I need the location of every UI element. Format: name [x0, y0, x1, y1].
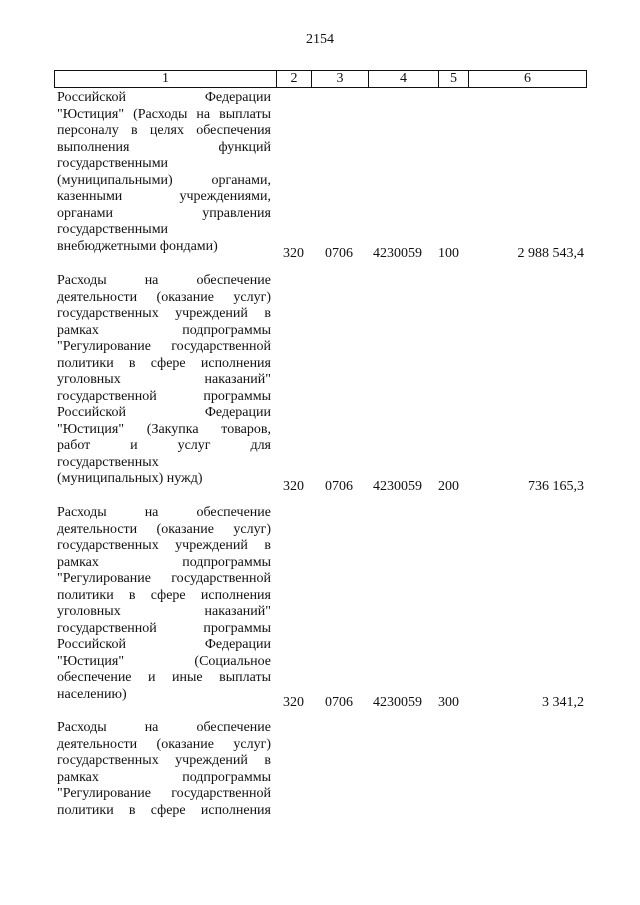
- target-article-code: 4230059: [373, 479, 422, 494]
- description-line: государственной программы: [57, 388, 271, 404]
- description-line: Расходы на обеспечение: [57, 273, 271, 288]
- amount: 736 165,3: [528, 479, 584, 494]
- description-line: Российской Федерации: [57, 405, 271, 420]
- header-col-4: 4: [369, 71, 439, 88]
- target-article-code: 4230059: [373, 695, 422, 710]
- table-row: [57, 505, 589, 710]
- table-row: [57, 273, 589, 495]
- chapter-code: 320: [283, 479, 304, 494]
- description-line: государственными: [57, 222, 169, 237]
- description-line: (муниципальными) органами,: [57, 172, 271, 188]
- header-col-2: 2: [277, 71, 312, 88]
- description-line: государственных учреждений в: [57, 538, 271, 553]
- description-line: "Регулирование государственной: [57, 339, 271, 354]
- expense-type-code: 200: [438, 479, 459, 494]
- row-description: [57, 720, 271, 819]
- description-line: уголовных наказаний": [57, 372, 271, 387]
- description-line: "Регулирование государственной: [57, 571, 271, 586]
- row-description: [57, 273, 271, 488]
- expense-type-code: 300: [438, 695, 459, 710]
- section-code: 0706: [325, 695, 353, 710]
- description-line: казенными учреждениями,: [57, 189, 271, 204]
- table-row: [57, 720, 589, 825]
- header-col-6: 6: [469, 71, 587, 88]
- description-line: уголовных наказаний": [57, 604, 271, 619]
- table-row: [57, 90, 589, 265]
- description-line: "Юстиция" (Закупка товаров,: [57, 421, 271, 437]
- description-line: рамках подпрограммы: [57, 554, 271, 570]
- chapter-code: 320: [283, 246, 304, 261]
- description-line: обеспечение и иные выплаты: [57, 670, 271, 685]
- description-line: Российской Федерации: [57, 637, 271, 652]
- description-line: политики в сфере исполнения: [57, 802, 271, 818]
- header-col-1: 1: [55, 71, 277, 88]
- description-line: деятельности (оказание услуг): [57, 736, 271, 752]
- description-line: рамках подпрограммы: [57, 769, 271, 785]
- description-line: Расходы на обеспечение: [57, 720, 271, 735]
- row-description: [57, 505, 271, 703]
- description-line: государственных учреждений в: [57, 306, 271, 321]
- description-line: Российской Федерации: [57, 90, 271, 105]
- header-col-3: 3: [312, 71, 369, 88]
- description-line: государственной программы: [57, 620, 271, 636]
- description-line: государственных учреждений в: [57, 753, 271, 768]
- description-line: Расходы на обеспечение: [57, 505, 271, 520]
- description-line: внебюджетными фондами): [57, 238, 218, 254]
- amount: 2 988 543,4: [517, 246, 584, 261]
- description-line: политики в сфере исполнения: [57, 355, 271, 371]
- description-line: выполнения функций: [57, 139, 271, 155]
- header-col-5: 5: [439, 71, 469, 88]
- description-line: населению): [57, 686, 127, 702]
- description-line: работ и услуг для: [57, 438, 271, 453]
- description-line: рамках подпрограммы: [57, 322, 271, 338]
- amount: 3 341,2: [542, 695, 584, 710]
- column-header-row: [54, 70, 587, 88]
- description-line: "Регулирование государственной: [57, 786, 271, 801]
- description-line: "Юстиция" (Социальное: [57, 653, 271, 669]
- description-line: "Юстиция" (Расходы на выплаты: [57, 106, 271, 122]
- description-line: государственных: [57, 454, 159, 470]
- description-line: органами управления: [57, 205, 271, 221]
- description-line: персоналу в целях обеспечения: [57, 123, 271, 138]
- description-line: государственными: [57, 156, 169, 171]
- expense-type-code: 100: [438, 246, 459, 261]
- target-article-code: 4230059: [373, 246, 422, 261]
- row-description: [57, 90, 271, 255]
- description-line: деятельности (оказание услуг): [57, 521, 271, 537]
- description-line: деятельности (оказание услуг): [57, 289, 271, 305]
- page-number: 2154: [306, 32, 334, 47]
- description-line: политики в сфере исполнения: [57, 587, 271, 603]
- description-line: (муниципальных) нужд): [57, 471, 203, 486]
- section-code: 0706: [325, 246, 353, 261]
- chapter-code: 320: [283, 695, 304, 710]
- section-code: 0706: [325, 479, 353, 494]
